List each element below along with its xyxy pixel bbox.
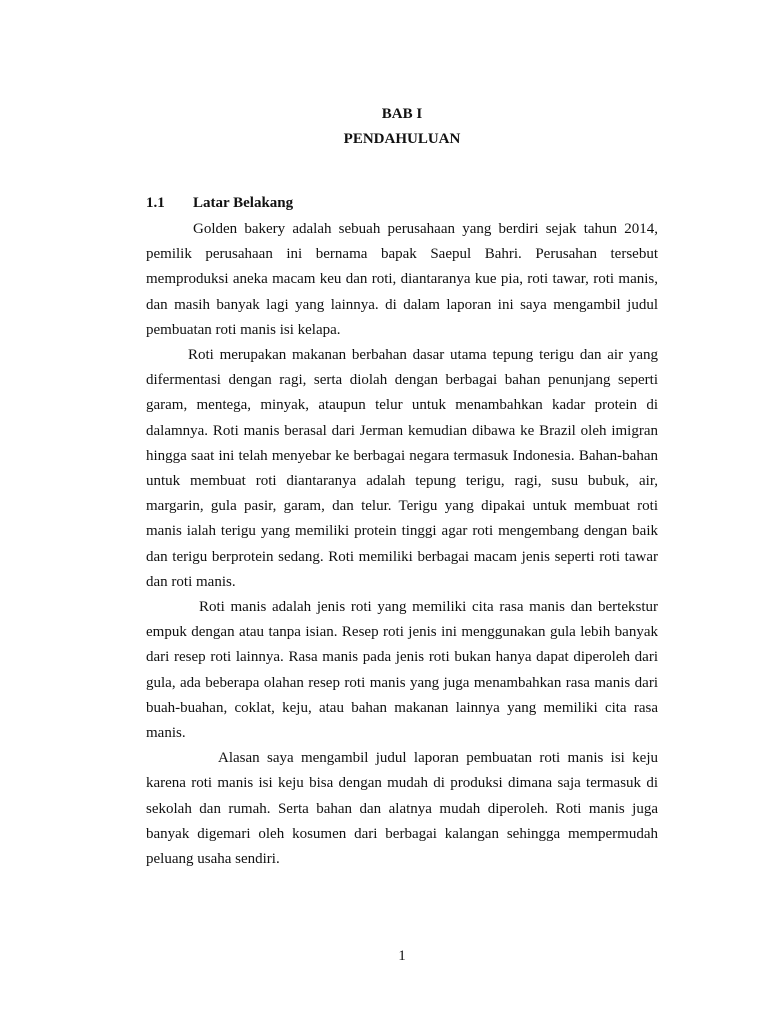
paragraph-1: Golden bakery adalah sebuah perusahaan yang berdiri sejak tahun 2014, pemilik perusahaan ini bernama bapak Saepul Bahri. Perusahan tersebut memproduksi aneka macam keu dan roti, diantaranya kue pia, roti tawar, roti manis, dan masih banyak lagi yang lainnya. di dalam laporan ini saya mengambil judul pembuatan roti manis isi kelapa. (146, 221, 658, 338)
chapter-number: BAB I (381, 106, 423, 122)
section-number: 1.1 (146, 195, 165, 211)
page-number: 1 (398, 948, 406, 964)
paragraph-2: Roti merupakan makanan berbahan dasar utama tepung terigu dan air yang difermentasi dengan ragi, serta diolah dengan berbagai bahan penunjang seperti garam, mentega, minyak, ataupun telur untuk menambahkan kadar protein di dalamnya. Roti manis berasal dari Jerman kemudian dibawa ke Brazil oleh imigran hingga saat ini telah menyebar ke berbagai negara termasuk Indonesia. Bahan-bahan untuk membuat roti diantaranya adalah tepung terigu, ragi, susu bubuk, air, margarin, gula pasir, garam, dan telur. Terigu yang dipakai untuk membuat roti manis ialah terigu yang memiliki protein tinggi agar roti mengembang dengan baik dan terigu berprotein sedang. Roti memiliki berbagai macam jenis seperti roti tawar dan roti manis. (146, 347, 658, 590)
section-title: Latar Belakang (193, 195, 294, 211)
paragraph-4: Alasan saya mengambil judul laporan pembuatan roti manis isi keju karena roti manis isi keju bisa dengan mudah di produksi dimana saja termasuk di sekolah dan rumah. Serta bahan dan alatnya mudah diperoleh. Roti manis juga banyak digemari oleh kosumen dari berbagai kalangan sehingga mempermudah peluang usaha sendiri. (146, 750, 658, 868)
paragraph-3: Roti manis adalah jenis roti yang memiliki cita rasa manis dan bertekstur empuk dengan atau tanpa isian. Resep roti jenis ini menggunakan gula lebih banyak dari resep roti lainnya. Rasa manis pada jenis roti bukan hanya dapat diperoleh dari gula, ada beberapa olahan resep roti manis yang juga menambahkan rasa manis dari buah-buahan, coklat, keju, atau bahan makanan lainnya yang memiliki cita rasa manis. (146, 599, 658, 742)
body-text (146, 217, 658, 872)
chapter-title: PENDAHULUAN (343, 131, 461, 147)
section-heading (146, 193, 293, 213)
